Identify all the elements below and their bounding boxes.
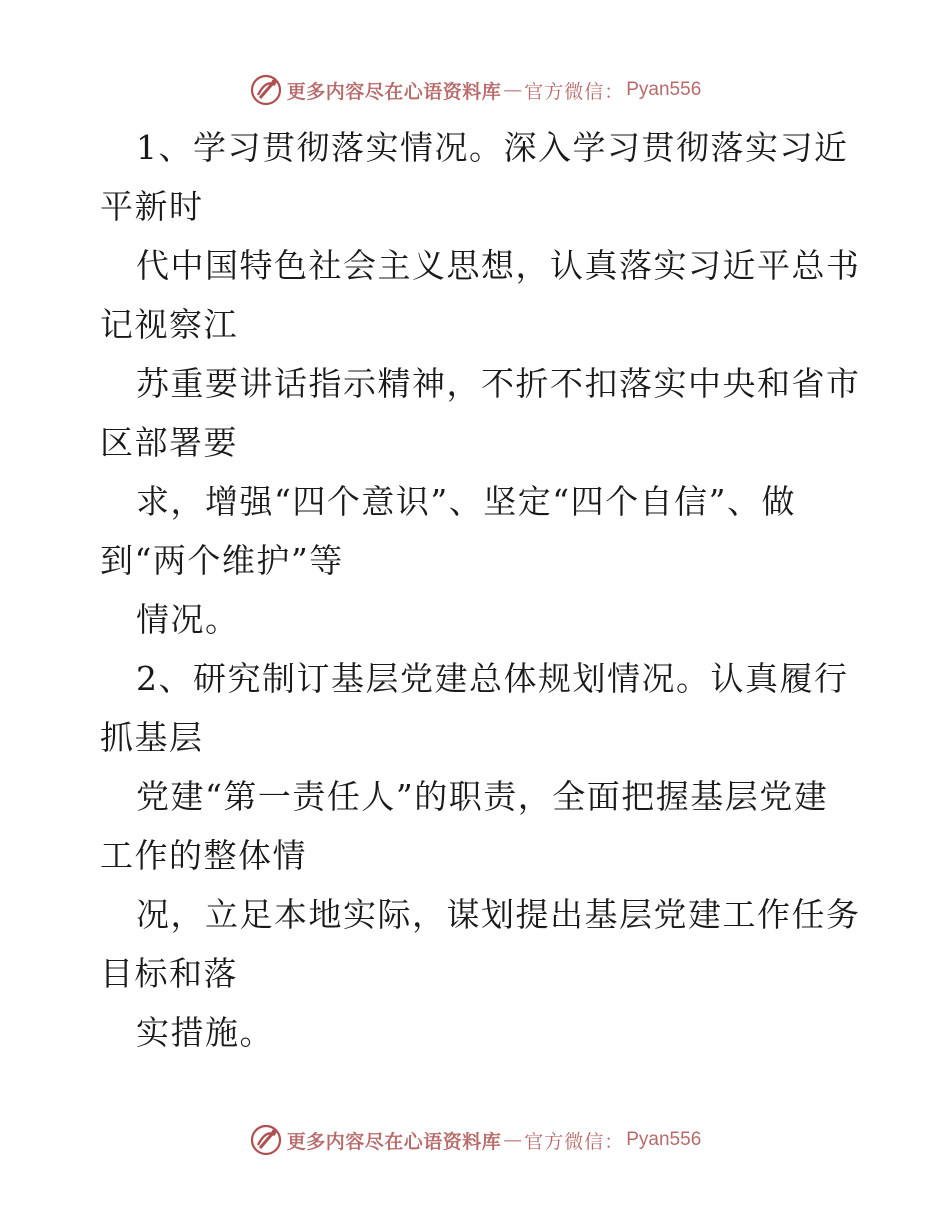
watermark-wechat-label: 官方微信： [524,1130,625,1153]
watermark-wechat-handle: Pyan556 [626,1129,702,1150]
body-line: 实措施。 [136,1013,274,1052]
watermark-wechat-handle: Pyan556 [626,79,702,100]
body-line: 目标和落 [100,954,238,993]
watermark-brand-text: 更多内容尽在心语资料库 [286,1130,502,1153]
body-line: 况，立足本地实际，谋划提出基层党建工作任务 [136,895,861,934]
body-line: 记视察江 [100,305,238,344]
body-line: 平新时 [100,187,204,226]
body-line: 1、学习贯彻落实情况。深入学习贯彻落实习近 [136,128,849,167]
header-watermark-banner [0,70,950,110]
watermark-separator: — [503,1129,523,1151]
document-body [100,118,860,1062]
watermark-separator: — [503,79,523,101]
logo-icon [249,73,283,107]
logo-icon [249,1123,283,1157]
watermark-wechat-label: 官方微信： [524,80,625,103]
body-line: 到“两个维护”等 [100,541,344,580]
body-line: 苏重要讲话指示精神，不折不扣落实中央和省市 [136,364,861,403]
body-line: 情况。 [136,600,240,639]
body-line: 代中国特色社会主义思想，认真落实习近平总书 [136,246,861,285]
body-line: 2、研究制订基层党建总体规划情况。认真履行 [136,659,849,698]
body-line: 求，增强“四个意识”、坚定“四个自信”、做 [136,482,796,521]
watermark-brand-text: 更多内容尽在心语资料库 [286,80,502,103]
footer-watermark-banner [0,1120,950,1160]
body-line: 区部署要 [100,423,238,462]
body-line: 工作的整体情 [100,836,307,875]
body-line: 抓基层 [100,718,204,757]
body-line: 党建“第一责任人”的职责，全面把握基层党建 [136,777,829,816]
